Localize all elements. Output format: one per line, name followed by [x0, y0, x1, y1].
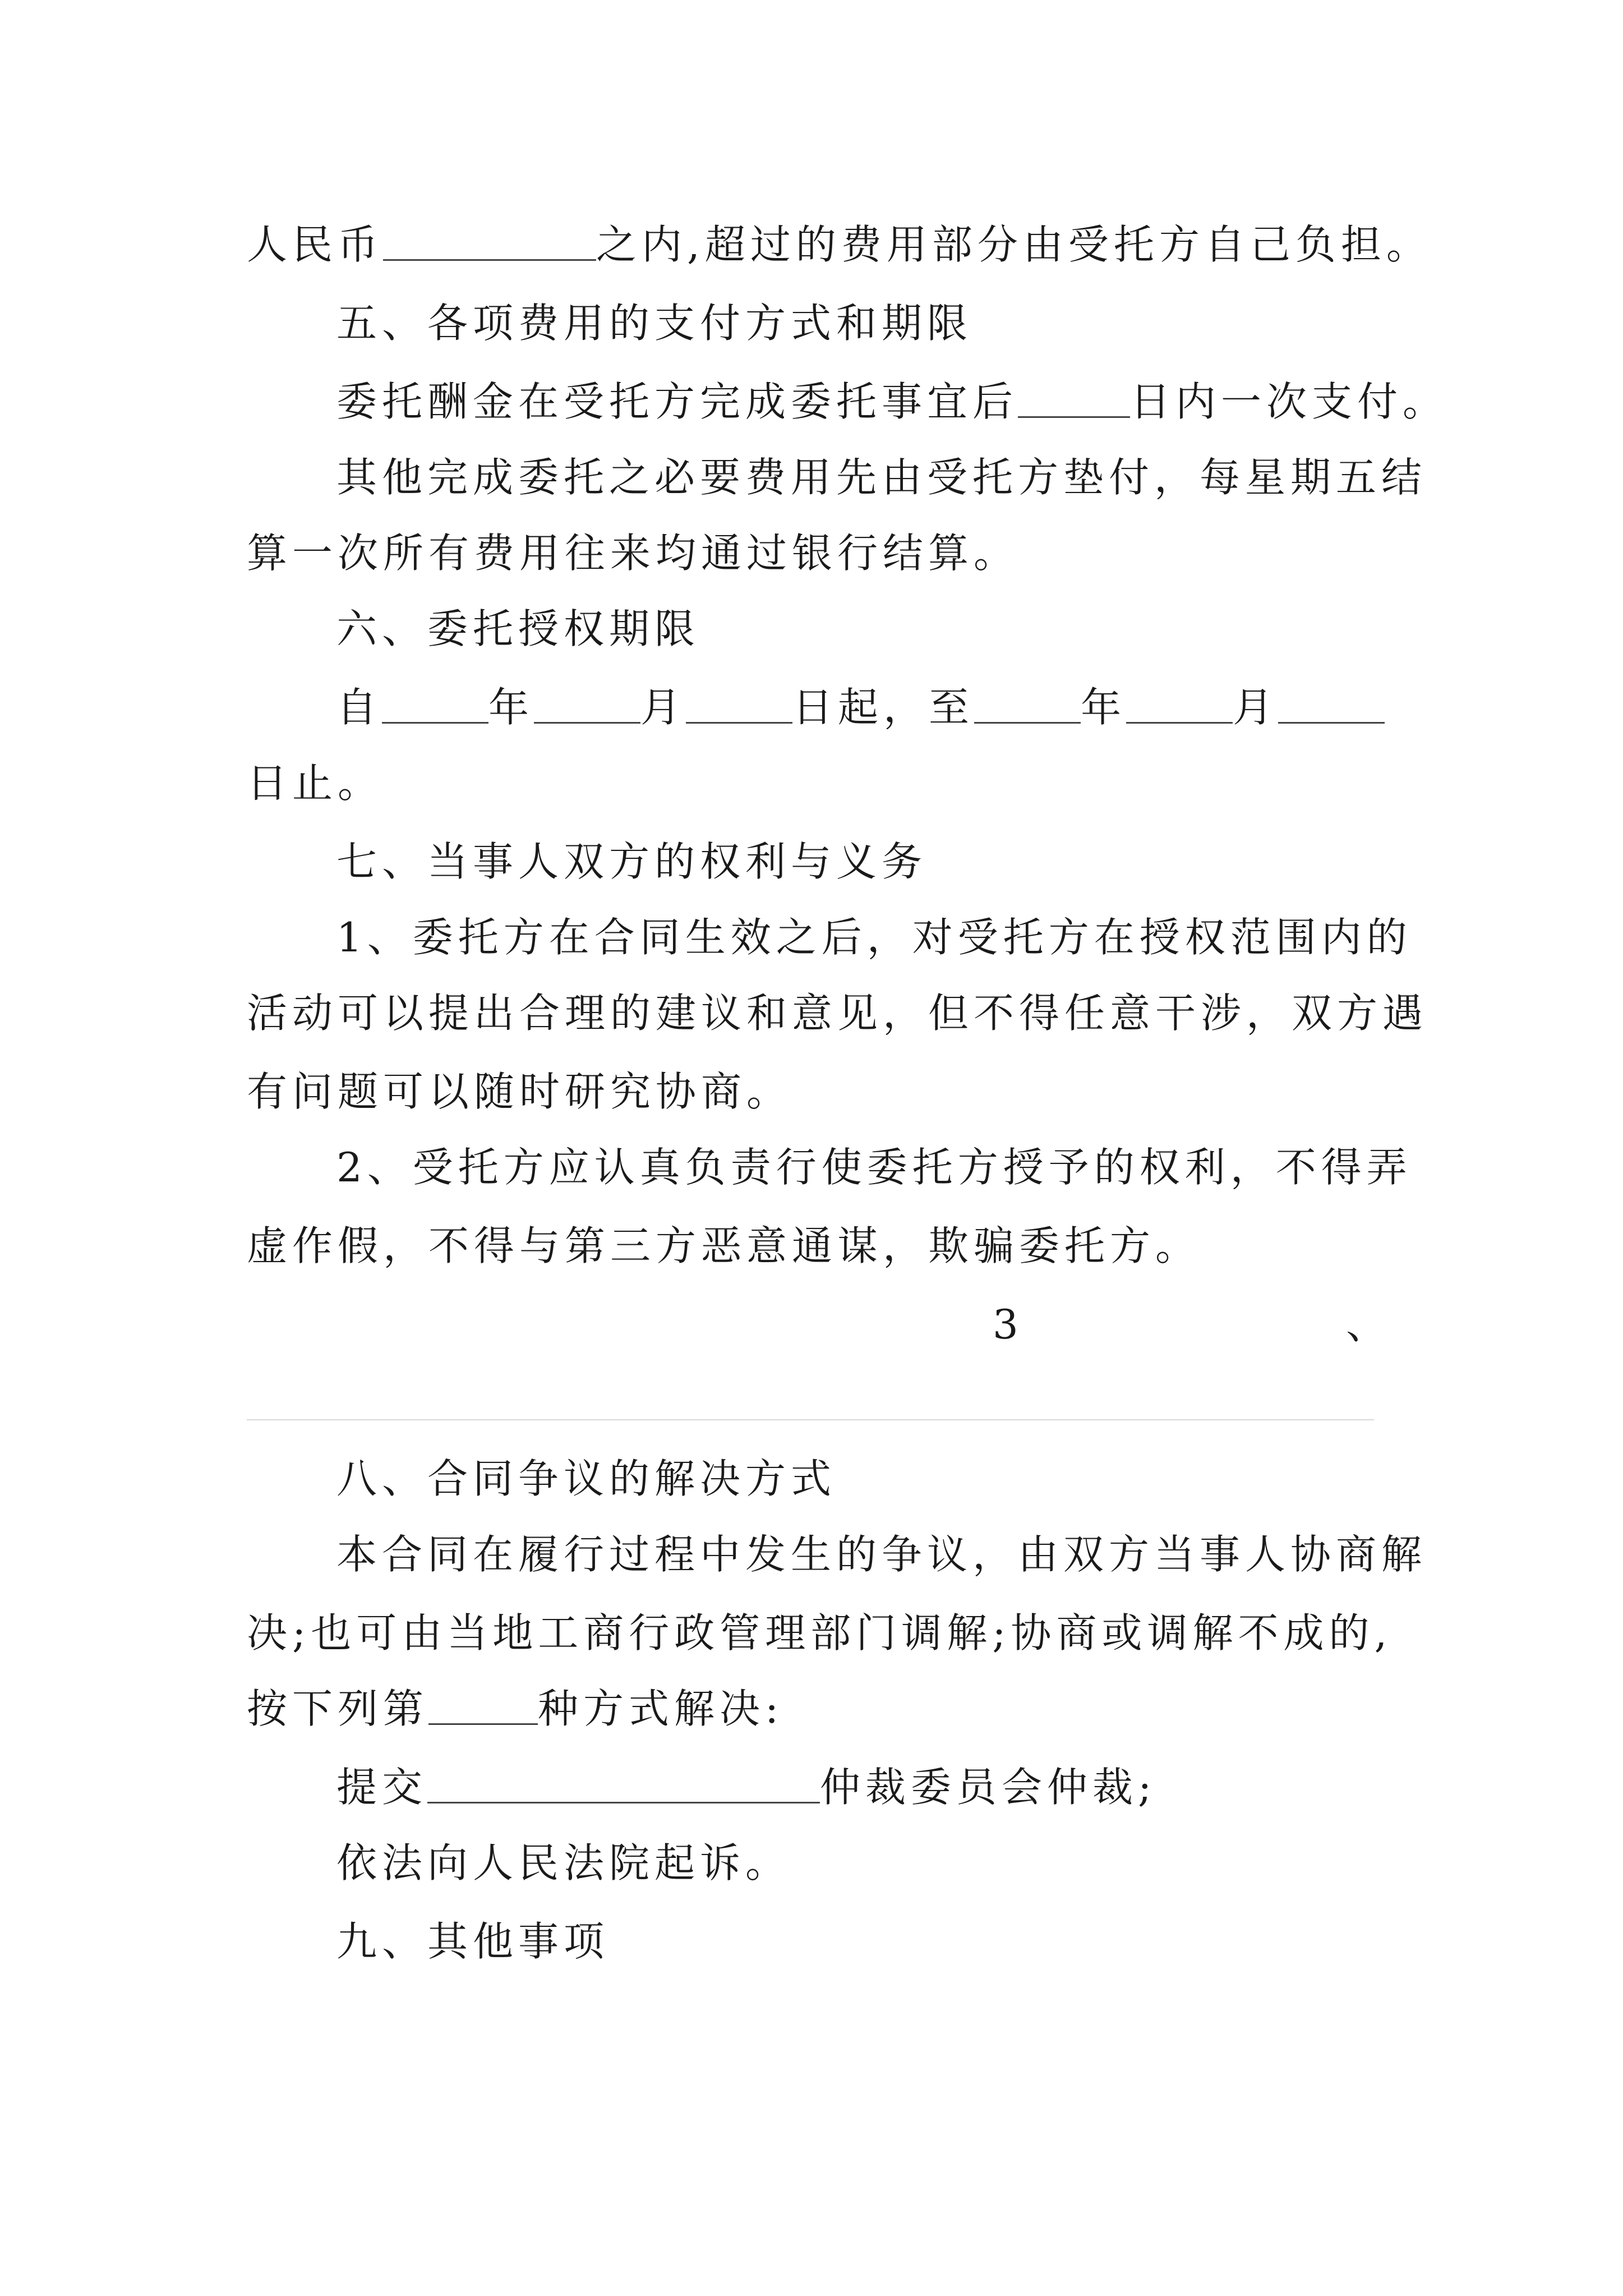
item-mark [1346, 1301, 1392, 1348]
fill-blank [428, 1723, 538, 1725]
text-line [247, 1222, 1201, 1269]
text-line [336, 1764, 1157, 1811]
text-line [336, 378, 1449, 425]
fill-blank [1126, 721, 1233, 724]
heading-text: 六、委托授权期限 [336, 605, 700, 652]
fill-blank [1278, 721, 1385, 724]
text-line [336, 1839, 791, 1887]
text: 本合同在履行过程中发生的争议，由双方当事人协商解 [336, 1531, 1427, 1578]
text: 年 [488, 684, 534, 731]
section-heading [336, 1918, 610, 1965]
text: 日内一次支付。 [1130, 378, 1449, 425]
text: 2、受托方应认真负责行使委托方授予的权利，不得弄 [336, 1144, 1412, 1191]
text-line [247, 530, 1020, 577]
text-line [247, 990, 1428, 1037]
text: 自 [336, 684, 382, 731]
fill-blank [427, 1801, 820, 1803]
text: 提交 [336, 1764, 428, 1811]
text: 月 [640, 684, 686, 731]
item-number [993, 1301, 1023, 1348]
section-heading [336, 605, 700, 652]
heading-text: 九、其他事项 [336, 1918, 610, 1965]
text: 1、委托方在合同生效之后，对受托方在授权范围内的 [336, 914, 1412, 961]
text: 仲裁委员会仲裁; [820, 1764, 1157, 1811]
text-line [336, 454, 1427, 501]
text: 日起，至 [792, 684, 975, 731]
text: 算一次所有费用往来均通过银行结算。 [247, 530, 1020, 577]
text: 委托酬金在受托方完成委托事宜后 [336, 378, 1018, 425]
heading-text: 七、当事人双方的权利与义务 [336, 838, 928, 885]
text: 、 [1346, 1301, 1392, 1348]
date-line [336, 684, 1385, 731]
heading-text: 八、合同争议的解决方式 [336, 1455, 837, 1502]
text-line [336, 1144, 1412, 1191]
fill-blank [383, 259, 596, 261]
section-heading [336, 1455, 837, 1502]
text: 其他完成委托之必要费用先由受托方垫付，每星期五结 [336, 454, 1427, 501]
text: 日止。 [247, 760, 384, 807]
text: 决;也可由当地工商行政管理部门调解;协商或调解不成的, [247, 1609, 1393, 1657]
divider [247, 1419, 1374, 1420]
fill-blank [382, 721, 488, 724]
text-line [336, 1531, 1427, 1578]
text: 有问题可以随时研究协商。 [247, 1068, 792, 1115]
text-line [247, 1068, 792, 1115]
text-line [336, 914, 1412, 961]
heading-text: 五、各项费用的支付方式和期限 [336, 300, 973, 347]
text: 年 [1081, 684, 1127, 731]
text: 依法向人民法院起诉。 [336, 1839, 791, 1887]
text-line [247, 760, 384, 807]
text: 虚作假，不得与第三方恶意通谋，欺骗委托方。 [247, 1222, 1201, 1269]
section-heading [336, 838, 928, 885]
fill-blank [534, 721, 640, 724]
fill-blank [974, 721, 1081, 724]
text: 人民币 [247, 221, 384, 268]
text: 月 [1233, 684, 1279, 731]
text: 3 [993, 1301, 1023, 1348]
text: 之内,超过的费用部分由受托方自己负担。 [596, 221, 1432, 268]
fill-blank [1018, 416, 1130, 418]
text: 种方式解决: [538, 1685, 784, 1732]
text-line [247, 1609, 1393, 1657]
text: 活动可以提出合理的建议和意见，但不得任意干涉，双方遇 [247, 990, 1428, 1037]
text-line [247, 1685, 784, 1732]
text-line [247, 221, 1432, 268]
fill-blank [686, 721, 792, 724]
section-heading [336, 300, 973, 347]
text: 按下列第 [247, 1685, 429, 1732]
